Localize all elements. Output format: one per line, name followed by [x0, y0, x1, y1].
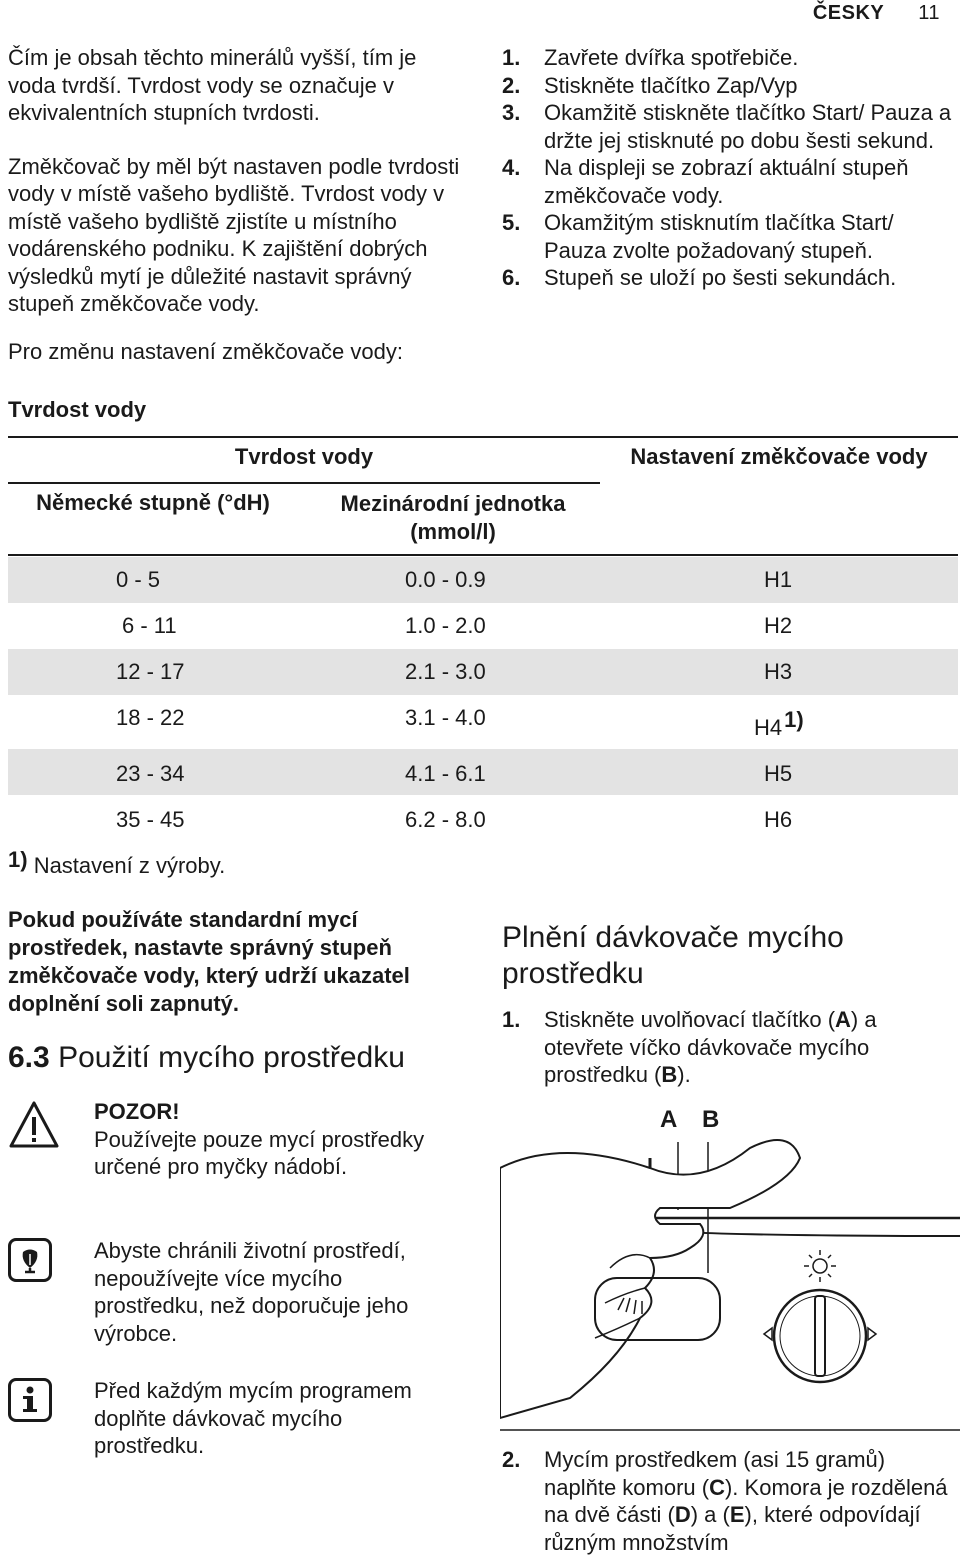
eco-note: Abyste chránili životní prostředí, nepoužívejte více mycího prostředku, než doporučuje jeho výrobce. [94, 1238, 409, 1346]
col-header-german: Německé stupně (°dH) [36, 490, 270, 515]
table-row: 35 - 45 6.2 - 8.0 H6 [8, 795, 958, 841]
softener-steps-list [502, 44, 952, 292]
warning-text: Používejte pouze mycí prostředky určené pro myčky nádobí. [94, 1126, 425, 1179]
intro-paragraph-1: Čím je obsah těchto minerálů vyšší, tím je voda tvrdší. Tvrdost vody se označuje v ekvivalentních stupních tvrdosti. [8, 45, 417, 125]
step-item: 4. Na displeji se zobrazí aktuální stupeň změkčovače vody. [502, 155, 909, 208]
info-icon [8, 1378, 52, 1422]
step-item: 2. Stiskněte tlačítko Zap/Vyp [502, 72, 798, 98]
table-row: 18 - 22 3.1 - 4.0 H41) [8, 695, 958, 749]
table-top-rule [8, 436, 958, 438]
sun-icon [804, 1250, 836, 1282]
table-row: 23 - 34 4.1 - 6.1 H5 [8, 749, 958, 795]
step-item: 5. Okamžitým stisknutím tlačítka Start/ Pauza zvolte požadovaný stupeň. [502, 210, 894, 263]
warning-block [94, 1098, 454, 1181]
warning-triangle-icon [8, 1100, 60, 1150]
detergent-bold-note: Pokud používáte standardní mycí prostředek, nastavte správný stupeň změkčovače vody, který udrží ukazatel doplnění soli zapnutý. [8, 907, 410, 1016]
label-a: A [660, 1106, 678, 1133]
eco-leaf-icon [8, 1238, 52, 1282]
water-hardness-table [8, 436, 958, 846]
table-row: 0 - 5 0.0 - 0.9 H1 [8, 557, 958, 603]
warning-label: POZOR! [94, 1099, 180, 1124]
table-footnote: 1) Nastavení z výroby. [8, 847, 226, 878]
step-item: 6. Stupeň se uloží po šesti sekundách. [502, 265, 897, 290]
page-header [813, 2, 940, 25]
table-title: Tvrdost vody [8, 397, 147, 422]
step-item: 3. Okamžitě stiskněte tlačítko Start/ Pauza a držte jej stisknuté po dobu šesti sekund. [502, 100, 952, 153]
col-header-setting: Nastavení změkčovače vody [630, 444, 928, 469]
table-row: 6 - 11 1.0 - 2.0 H2 [8, 603, 958, 649]
section-heading: 6.3 Použití mycího prostředku [8, 1041, 405, 1074]
step-item: 1. Zavřete dvířka spotřebiče. [502, 45, 799, 70]
language-label: ČESKY [812, 2, 885, 24]
dispenser-section-title: Plnění dávkovače mycího prostředku [502, 921, 844, 990]
label-b: B [702, 1106, 720, 1133]
info-note: Před každým mycím programem doplňte dávkovač mycího prostředku. [94, 1378, 412, 1458]
footnote-marker: 1) [784, 707, 804, 732]
col-header-intl: Mezinárodní jednotka (mmol/l) [340, 491, 566, 544]
group-header-rule [8, 482, 600, 484]
dispenser-step-2: 2. Mycím prostředkem (asi 15 gramů) naplňte komoru (C). Komora je rozdělená na dvě části (D) a (E), které odpovídají různým množstvím [502, 1447, 948, 1555]
intro-column [8, 44, 468, 365]
dispenser-illustration [500, 1098, 960, 1438]
table-row: 12 - 17 2.1 - 3.0 H3 [8, 649, 958, 695]
header-bottom-rule [8, 554, 958, 556]
intro-paragraph-2: Změkčovač by měl být nastaven podle tvrdosti vody v místě vašeho bydliště. Tvrdost vody v místě vašeho bydliště zjistíte u místního vodárenského podniku. K zajištění dobrých výsledků mytí je důležité nastavit správný stupeň změkčovače vody. [8, 153, 460, 316]
page-number: 11 [918, 2, 940, 24]
intro-paragraph-3: Pro změnu nastavení změkčovače vody: [8, 338, 403, 364]
dispenser-step-1: 1. Stiskněte uvolňovací tlačítko (A) a otevřete víčko dávkovače mycího prostředku (B). [502, 1007, 877, 1087]
group-header: Tvrdost vody [234, 444, 374, 469]
